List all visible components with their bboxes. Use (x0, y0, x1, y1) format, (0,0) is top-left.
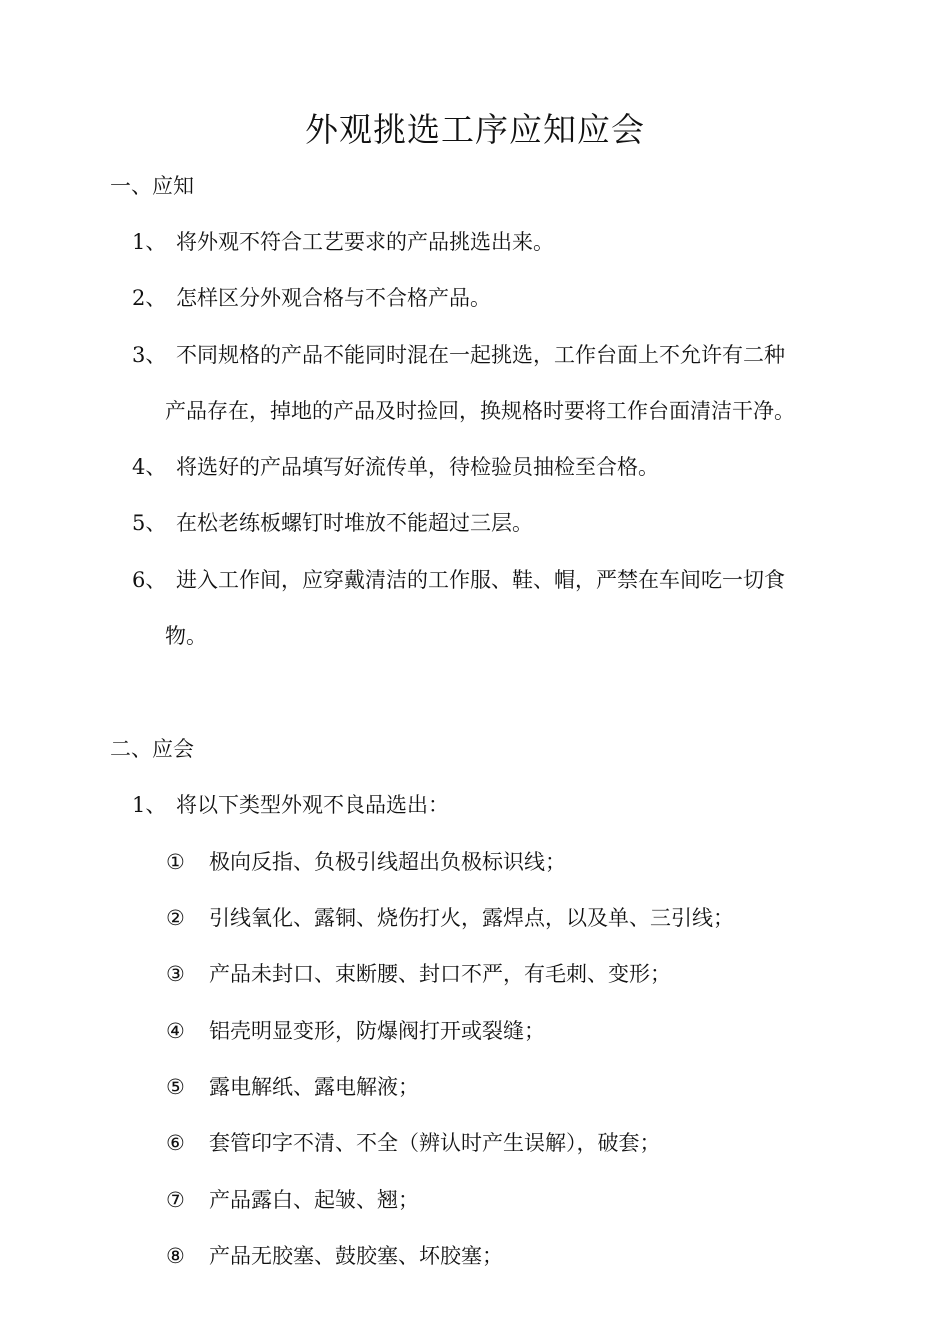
page-title: 外观挑选工序应知应会 (305, 110, 645, 149)
item-text-continued: 产品存在，掉地的产品及时捡回，换规格时要将工作台面清洁干净。 (165, 399, 795, 423)
sub-item-text: 产品无胶塞、鼓胶塞、坏胶塞； (209, 1244, 503, 1268)
item-number: 2、 (132, 286, 167, 310)
circled-number: ② (166, 906, 185, 930)
item-text-continued: 物。 (165, 624, 207, 648)
item-number: 1、 (132, 793, 167, 817)
item-number: 1、 (132, 230, 167, 254)
circled-number: ④ (166, 1019, 185, 1043)
sub-item-text: 露电解纸、露电解液； (209, 1075, 419, 1099)
sub-item-text: 极向反指、负极引线超出负极标识线； (209, 850, 566, 874)
item-text: 在松老练板螺钉时堆放不能超过三层。 (176, 511, 533, 535)
circled-number: ⑦ (166, 1188, 185, 1212)
item-text: 将选好的产品填写好流传单，待检验员抽检至合格。 (176, 455, 659, 479)
item-number: 6、 (132, 568, 167, 592)
section-heading-skills: 二、应会 (110, 737, 194, 761)
item-text: 不同规格的产品不能同时混在一起挑选，工作台面上不允许有二种 (176, 343, 785, 367)
circled-number: ⑥ (166, 1131, 185, 1155)
circled-number: ⑤ (166, 1075, 185, 1099)
item-number: 4、 (132, 455, 167, 479)
section-heading-know: 一、应知 (110, 174, 194, 198)
sub-item-text: 引线氧化、露铜、烧伤打火，露焊点，以及单、三引线； (209, 906, 734, 930)
sub-item-text: 产品露白、起皱、翘； (209, 1188, 419, 1212)
sub-item-text: 产品未封口、束断腰、封口不严，有毛刺、变形； (209, 962, 671, 986)
item-text: 进入工作间，应穿戴清洁的工作服、鞋、帽，严禁在车间吃一切食 (176, 568, 785, 592)
sub-item-text: 铝壳明显变形，防爆阀打开或裂缝； (209, 1019, 545, 1043)
item-number: 3、 (132, 343, 167, 367)
item-text: 怎样区分外观合格与不合格产品。 (176, 286, 491, 310)
circled-number: ① (166, 850, 185, 874)
sub-item-text: 套管印字不清、不全（辨认时产生误解），破套； (209, 1131, 661, 1155)
circled-number: ③ (166, 962, 185, 986)
item-number: 5、 (132, 511, 167, 535)
circled-number: ⑧ (166, 1244, 185, 1268)
item-text: 将以下类型外观不良品选出： (176, 793, 449, 817)
item-text: 将外观不符合工艺要求的产品挑选出来。 (176, 230, 554, 254)
